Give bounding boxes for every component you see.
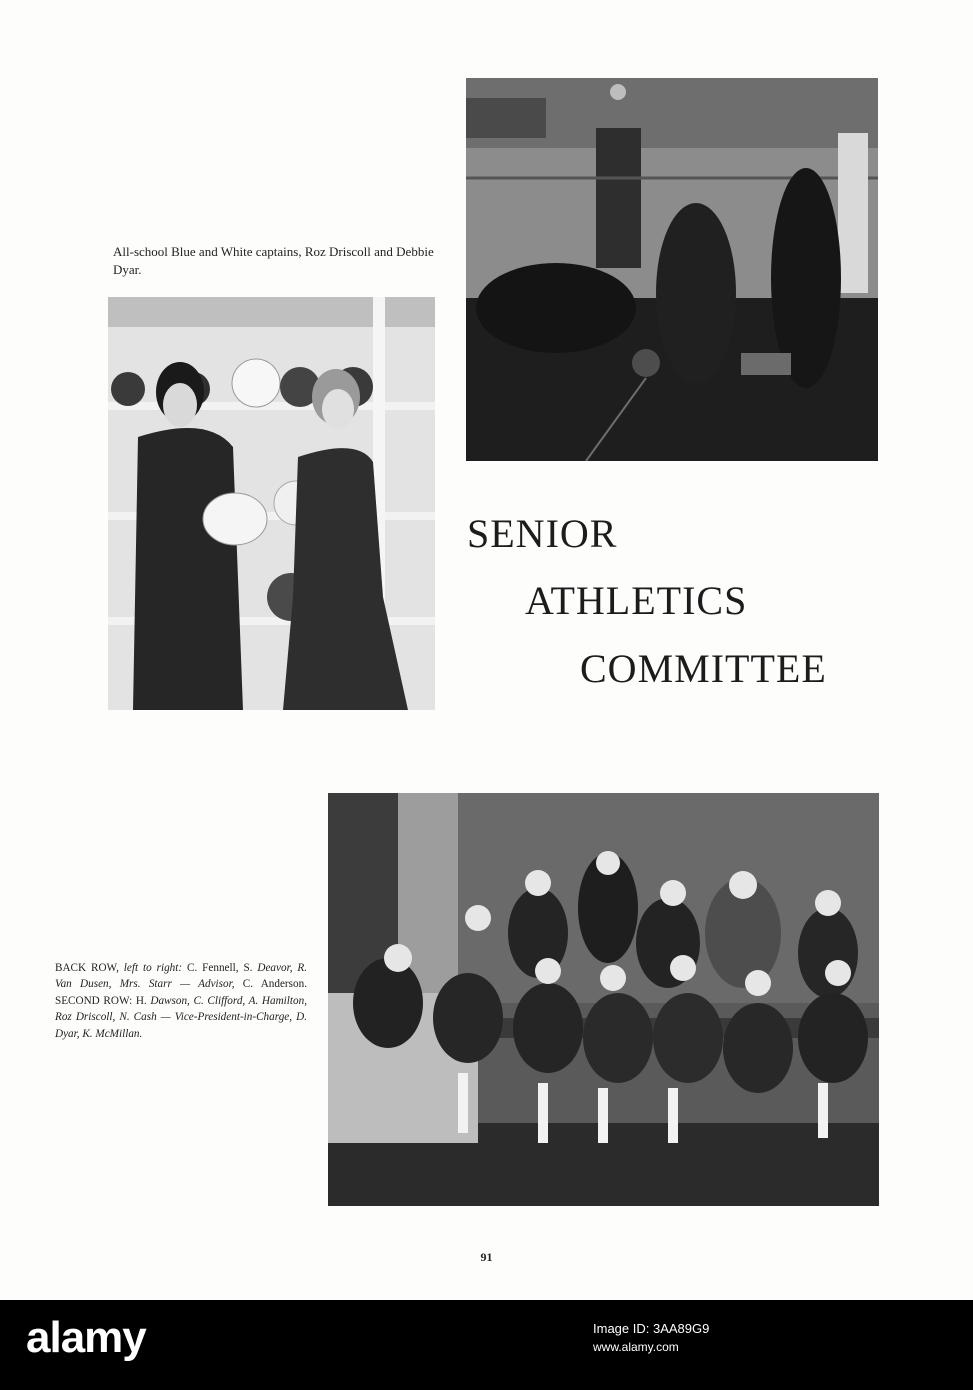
caption-part-4: Deavor, R. Van Dusen, Mrs. Starr — Advisor,	[55, 962, 308, 991]
image-id: Image ID: 3AA89G9	[593, 1321, 710, 1336]
caption-part-7: D. Dyar, K. McMillan.	[55, 1011, 307, 1040]
committee-caption	[55, 960, 307, 1042]
captains-photo	[108, 297, 435, 710]
captains-caption: All-school Blue and White captains, Roz Driscoll and Debbie Dyar.	[113, 244, 434, 277]
title-line-athletics: ATHLETICS	[525, 578, 748, 623]
alamy-logo[interactable]: alamy	[26, 1313, 146, 1362]
title-line-senior: SENIOR	[467, 511, 618, 556]
caption-part-1: BACK ROW,	[55, 962, 119, 974]
caption-part-3: C. Fennell, S.	[187, 962, 253, 974]
caption-part-2: left to right:	[123, 962, 183, 974]
gym-photo	[466, 78, 878, 461]
caption-part-5: C. Anderson. SECOND ROW: H.	[55, 978, 307, 1007]
page-number: 91	[480, 1250, 493, 1264]
site-url[interactable]: www.alamy.com	[593, 1340, 679, 1354]
committee-group-photo	[328, 793, 879, 1206]
title-line-committee: COMMITTEE	[580, 646, 827, 691]
image-reference	[593, 1320, 973, 1356]
caption-part-6: Dawson, C. Clifford, A. Hamilton, Roz Driscoll, N. Cash — Vice-President-in-Charge,	[55, 994, 307, 1024]
